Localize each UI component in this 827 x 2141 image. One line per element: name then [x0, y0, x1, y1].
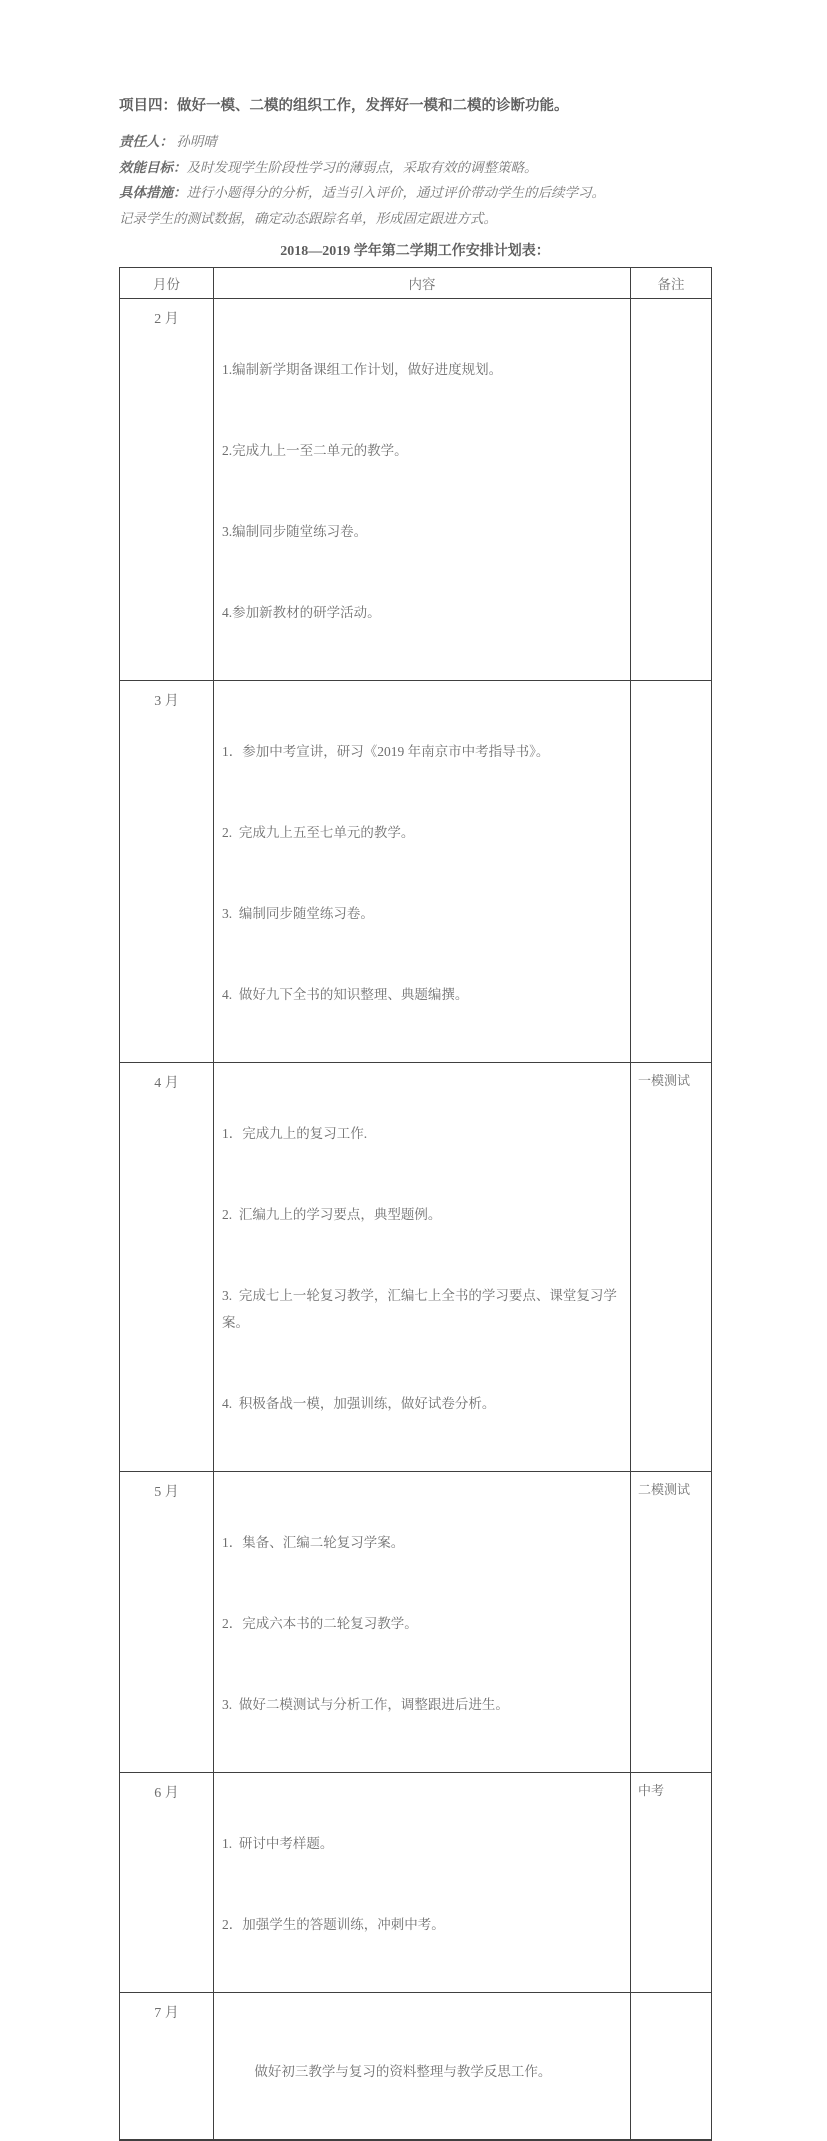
note-cell — [631, 1993, 712, 2141]
task-item: 1．参加中考宣讲，研习《2019 年南京市中考指导书》。 — [222, 744, 550, 759]
document-body — [119, 96, 711, 2141]
month-cell: 2 月 — [120, 299, 214, 681]
task-item: 1. 研讨中考样题。 — [222, 1836, 334, 1851]
task-item: 2.完成九上一至二单元的教学。 — [222, 443, 408, 458]
table-row-may — [120, 1472, 712, 1773]
task-item: 4.参加新教材的研学活动。 — [222, 605, 381, 620]
table-title: 2018—2019 学年第二学期工作安排计划表： — [280, 244, 550, 259]
month-cell: 7 月 — [120, 1993, 214, 2141]
goal-line — [119, 155, 711, 181]
task-item: 2. 汇编九上的学习要点，典型题例。 — [222, 1207, 442, 1222]
task-item: 3. 做好二模测试与分析工作，调整跟进后进生。 — [222, 1697, 509, 1712]
task-item: 4. 积极备战一模，加强训练，做好试卷分析。 — [222, 1396, 496, 1411]
measures-text: 进行小题得分的分析，适当引入评价，通过评价带动学生的后续学习。 — [186, 185, 605, 200]
month-cell: 5 月 — [120, 1472, 214, 1773]
content-cell — [214, 681, 631, 1063]
measures-label: 具体措施： — [119, 185, 187, 200]
table-row-april — [120, 1063, 712, 1472]
responsible-line — [119, 129, 711, 155]
task-item: 3. 编制同步随堂练习卷。 — [222, 906, 374, 921]
table-row-february — [120, 299, 712, 681]
table-row-march — [120, 681, 712, 1063]
responsible-label: 责任人： — [119, 134, 173, 149]
table-header-row — [120, 268, 712, 299]
note-cell: 一模测试 — [631, 1063, 712, 1472]
column-header-content: 内容 — [214, 268, 631, 299]
task-item: 1．完成九上的复习工作. — [222, 1126, 368, 1141]
responsible-name: 孙明晴 — [176, 134, 217, 149]
task-item: 2. 完成九上五至七单元的教学。 — [222, 825, 415, 840]
intro-section — [119, 129, 711, 231]
task-item: 2．加强学生的答题训练，冲刺中考。 — [222, 1917, 445, 1932]
content-cell — [214, 1063, 631, 1472]
task-item: 3.编制同步随堂练习卷。 — [222, 524, 368, 539]
goal-text: 及时发现学生阶段性学习的薄弱点，采取有效的调整策略。 — [186, 159, 538, 175]
task-item: 做好初三教学与复习的资料整理与教学反思工作。 — [254, 2064, 552, 2079]
goal-label: 效能目标： — [119, 159, 187, 175]
month-cell: 4 月 — [120, 1063, 214, 1472]
measures-line — [119, 180, 711, 206]
project-title: 项目四：做好一模、二模的组织工作，发挥好一模和二模的诊断功能。 — [119, 98, 569, 114]
task-item: 1．集备、汇编二轮复习学案。 — [222, 1535, 405, 1550]
table-row-june — [120, 1773, 712, 1993]
task-item: 4. 做好九下全书的知识整理、典题编撰。 — [222, 987, 469, 1002]
task-item: 1.编制新学期备课组工作计划，做好进度规划。 — [222, 362, 503, 377]
note-cell: 二模测试 — [631, 1472, 712, 1773]
note-cell — [631, 299, 712, 681]
content-cell — [214, 1472, 631, 1773]
content-cell — [214, 1773, 631, 1993]
content-cell — [214, 1993, 631, 2141]
month-cell: 3 月 — [120, 681, 214, 1063]
measures-line-2: 记录学生的测试数据，确定动态跟踪名单，形成固定跟进方式。 — [119, 210, 497, 226]
task-item: 2．完成六本书的二轮复习教学。 — [222, 1616, 418, 1631]
note-cell: 中考 — [631, 1773, 712, 1993]
column-header-month: 月份 — [120, 268, 214, 299]
content-cell — [214, 299, 631, 681]
note-cell — [631, 681, 712, 1063]
task-item: 3. 完成七上一轮复习教学，汇编七上全书的学习要点、课堂复习学案。 — [222, 1288, 617, 1330]
work-plan-table — [119, 267, 712, 2141]
column-header-note: 备注 — [631, 268, 712, 299]
month-cell: 6 月 — [120, 1773, 214, 1993]
table-row-july — [120, 1993, 712, 2141]
